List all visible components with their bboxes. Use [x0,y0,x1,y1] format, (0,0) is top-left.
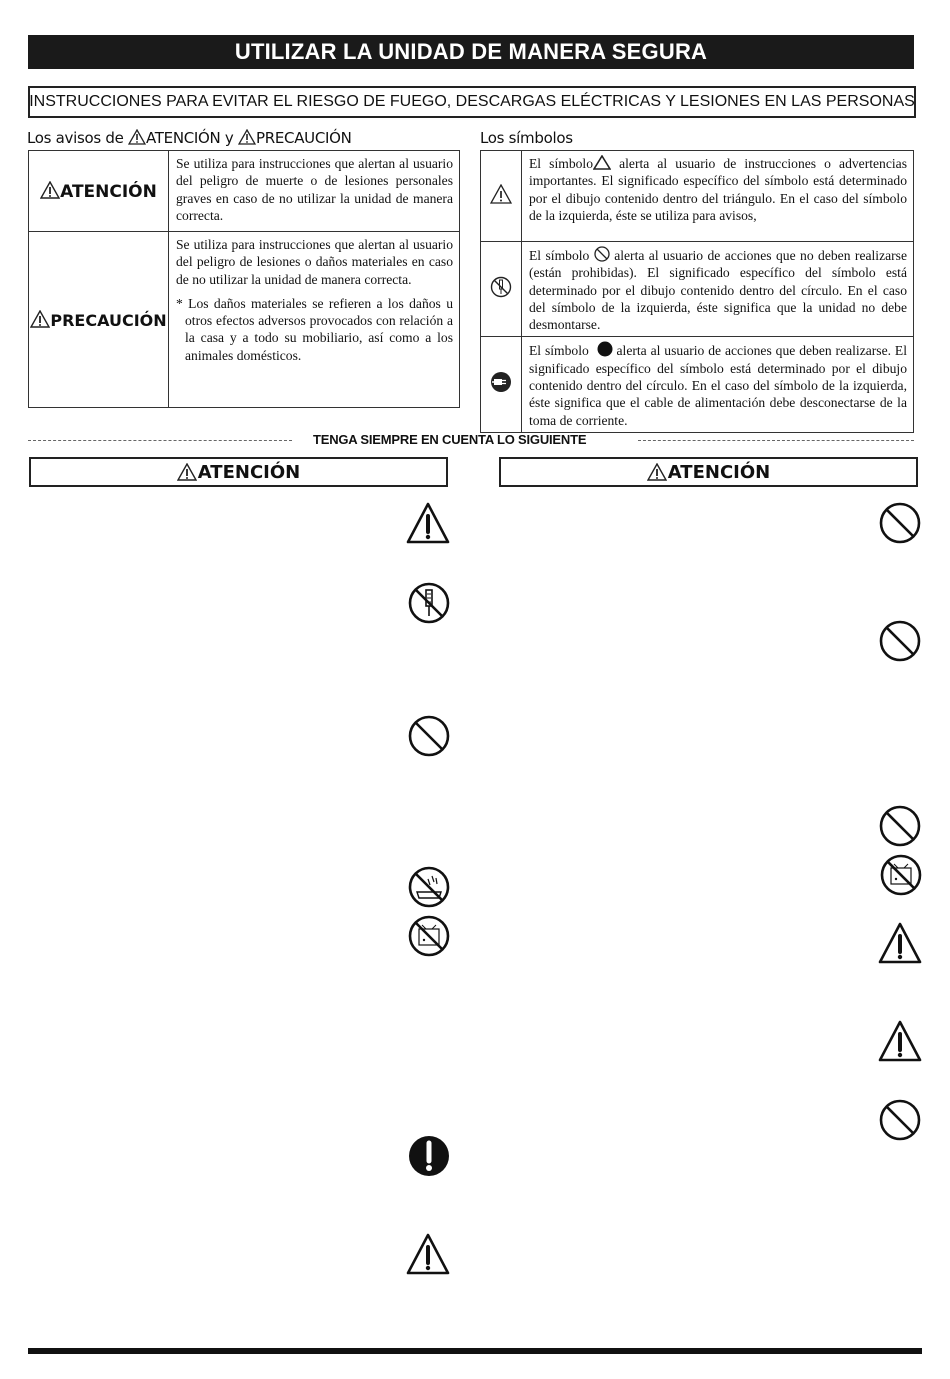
symbol-text: alerta al usuario de acciones que deben realizarse. El significado específico del símbolo está determinado por el dibujo contenido dentro del círculo. En el caso del símbolo de la izquierda, éste significa que el cable de alimentación debe desconectarse de la toma de corriente. [529,343,907,428]
prohibited-icon [879,1099,921,1141]
symbol-text-prefix: El símbolo [529,156,593,171]
symbol-icon-cell [481,151,522,242]
divider [638,440,914,441]
divider [28,440,292,441]
left-warning-heading-label: ATENCIÓN [197,461,301,483]
notice-label-caution: PRECAUCIÓN [50,310,167,330]
symbol-text-prefix: El símbolo [529,343,589,359]
notices-heading [27,129,352,147]
unplug-icon [490,371,512,393]
symbol-row [481,337,914,432]
symbols-heading: Los símbolos [480,129,573,147]
bottom-rule [28,1348,922,1354]
warning-triangle-icon [490,184,512,204]
warning-triangle-icon [593,155,611,170]
warning-triangle-icon [878,1020,922,1062]
warning-triangle-icon [647,463,667,481]
symbol-text: alerta al usuario de instrucciones o advertencias importantes. El significado específico del símbolo está determinado por el dibujo contenido dentro del triángulo. En el caso del símbolo de la izquierda, éste se utiliza para avisos, [529,156,907,223]
no-children-icon [880,854,922,896]
prohibited-icon [594,246,610,262]
notices-heading-prefix: Los avisos de [27,129,128,147]
mandatory-action-icon [408,1135,450,1177]
symbol-text-cell [522,151,914,242]
symbol-text-prefix: El símbolo [529,248,590,263]
notice-text-caution-cell [169,232,460,408]
notices-heading-caution: PRECAUCIÓN [255,129,352,147]
prohibited-icon [879,805,921,847]
symbol-text: alerta al usuario de acciones que no deben realizarse (están prohibidas). El significado específico del símbolo está determinado por el dibujo contenido dentro del círculo. En el caso del símbolo de la izquierda, éste significa que la unidad no debe desmontarse. [529,248,907,333]
do-not-disassemble-icon [490,276,512,298]
symbol-icon-cell [481,242,522,337]
mandatory-action-icon [597,341,613,357]
warning-triangle-icon [238,129,256,145]
warning-triangle-icon [177,463,197,481]
warning-triangle-icon [40,181,60,199]
page-title: UTILIZAR LA UNIDAD DE MANERA SEGURA [28,35,914,69]
notices-table [28,150,460,408]
symbol-text-cell [522,242,914,337]
notice-label-cell [29,151,169,232]
symbol-text-cell [522,337,914,432]
warning-triangle-icon [406,1233,450,1275]
do-not-disassemble-icon [408,582,450,624]
notice-row-warning [29,151,460,232]
warning-triangle-icon [878,922,922,964]
no-children-icon [408,915,450,957]
notices-heading-warning: ATENCIÓN [145,129,221,147]
notice-row-caution [29,232,460,408]
warning-triangle-icon [30,310,50,328]
remember-heading: TENGA SIEMPRE EN CUENTA LO SIGUIENTE [313,432,587,447]
right-warning-heading [499,457,918,487]
notice-label-warning: ATENCIÓN [60,181,157,202]
symbol-icon-cell [481,337,522,432]
notice-text-warning: Se utiliza para instrucciones que alertan al usuario del peligro de muerte o de lesiones personales graves en caso de no utilizar la unidad de manera correcta. [169,151,460,232]
prohibited-icon [408,715,450,757]
left-warning-heading [29,457,448,487]
notice-label-cell [29,232,169,408]
notice-text-caution: Se utiliza para instrucciones que alertan al usuario del peligro de lesiones o daños materiales en caso de no utilizar la unidad de manera correcta. [176,237,453,287]
warning-triangle-icon [406,502,450,544]
notice-footnote: * Los daños materiales se refieren a los daños u otros efectos adversos provocados con relación a la casa y a todo su mobiliario, así como a los animales domésticos. [176,295,453,363]
right-warning-heading-label: ATENCIÓN [667,461,771,483]
page-subtitle: INSTRUCCIONES PARA EVITAR EL RIESGO DE FUEGO, DESCARGAS ELÉCTRICAS Y LESIONES EN LAS PERSONAS [28,86,916,118]
no-water-icon [408,866,450,908]
prohibited-icon [879,620,921,662]
prohibited-icon [879,502,921,544]
warning-triangle-icon [128,129,146,145]
symbols-table [480,150,914,433]
symbol-row [481,151,914,242]
symbol-row [481,242,914,337]
notices-heading-join: y [220,129,238,147]
